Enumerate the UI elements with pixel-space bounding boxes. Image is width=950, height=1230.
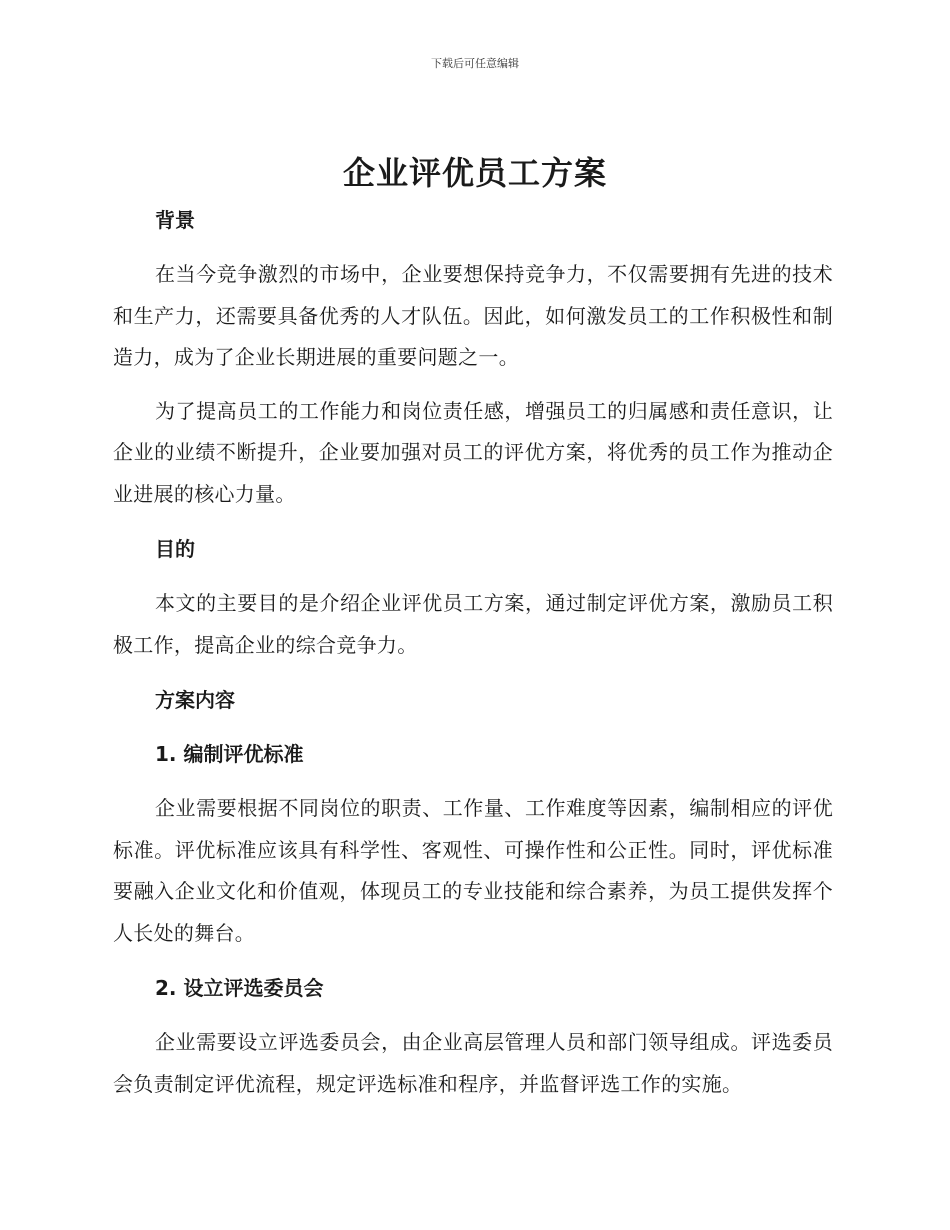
subheading-item-2: 2. 设立评选委员会 [155,976,324,1000]
section-heading-plan: 方案内容 [155,688,235,712]
section-heading-purpose: 目的 [155,537,195,561]
document-title: 企业评优员工方案 [342,154,607,192]
subheading-item-1: 1. 编制评优标准 [155,742,304,766]
paragraph-background-2: 为了提高员工的工作能力和岗位责任感，增强员工的归属感和责任意识，让企业的业绩不断提升，企业要加强对员工的评优方案，将优秀的员工作为推动企业进展的核心力量。 [113,398,833,506]
paragraph-item-1: 企业需要根据不同岗位的职责、工作量、工作难度等因素，编制相应的评优标准。评优标准应该具有科学性、客观性、可操作性和公正性。同时，评优标准要融入企业文化和价值观，体现员工的专业技能和综合素养，为员工提供发挥个人长处的舞台。 [113,796,833,945]
paragraph-background-1: 在当今竞争激烈的市场中，企业要想保持竞争力，不仅需要拥有先进的技术和生产力，还需要具备优秀的人才队伍。因此，如何激发员工的工作积极性和制造力，成为了企业长期进展的重要问题之一。 [113,262,833,369]
paragraph-item-2: 企业需要设立评选委员会，由企业高层管理人员和部门领导组成。评选委员会负责制定评优流程，规定评选标准和程序，并监督评选工作的实施。 [113,1030,833,1096]
section-heading-background: 背景 [155,208,195,232]
paragraph-purpose-1: 本文的主要目的是介绍企业评优员工方案，通过制定评优方案，激励员工积极工作，提高企业的综合竞争力。 [113,591,833,657]
document-body [113,200,833,1105]
header-note: 下载后可任意编辑 [431,57,519,70]
